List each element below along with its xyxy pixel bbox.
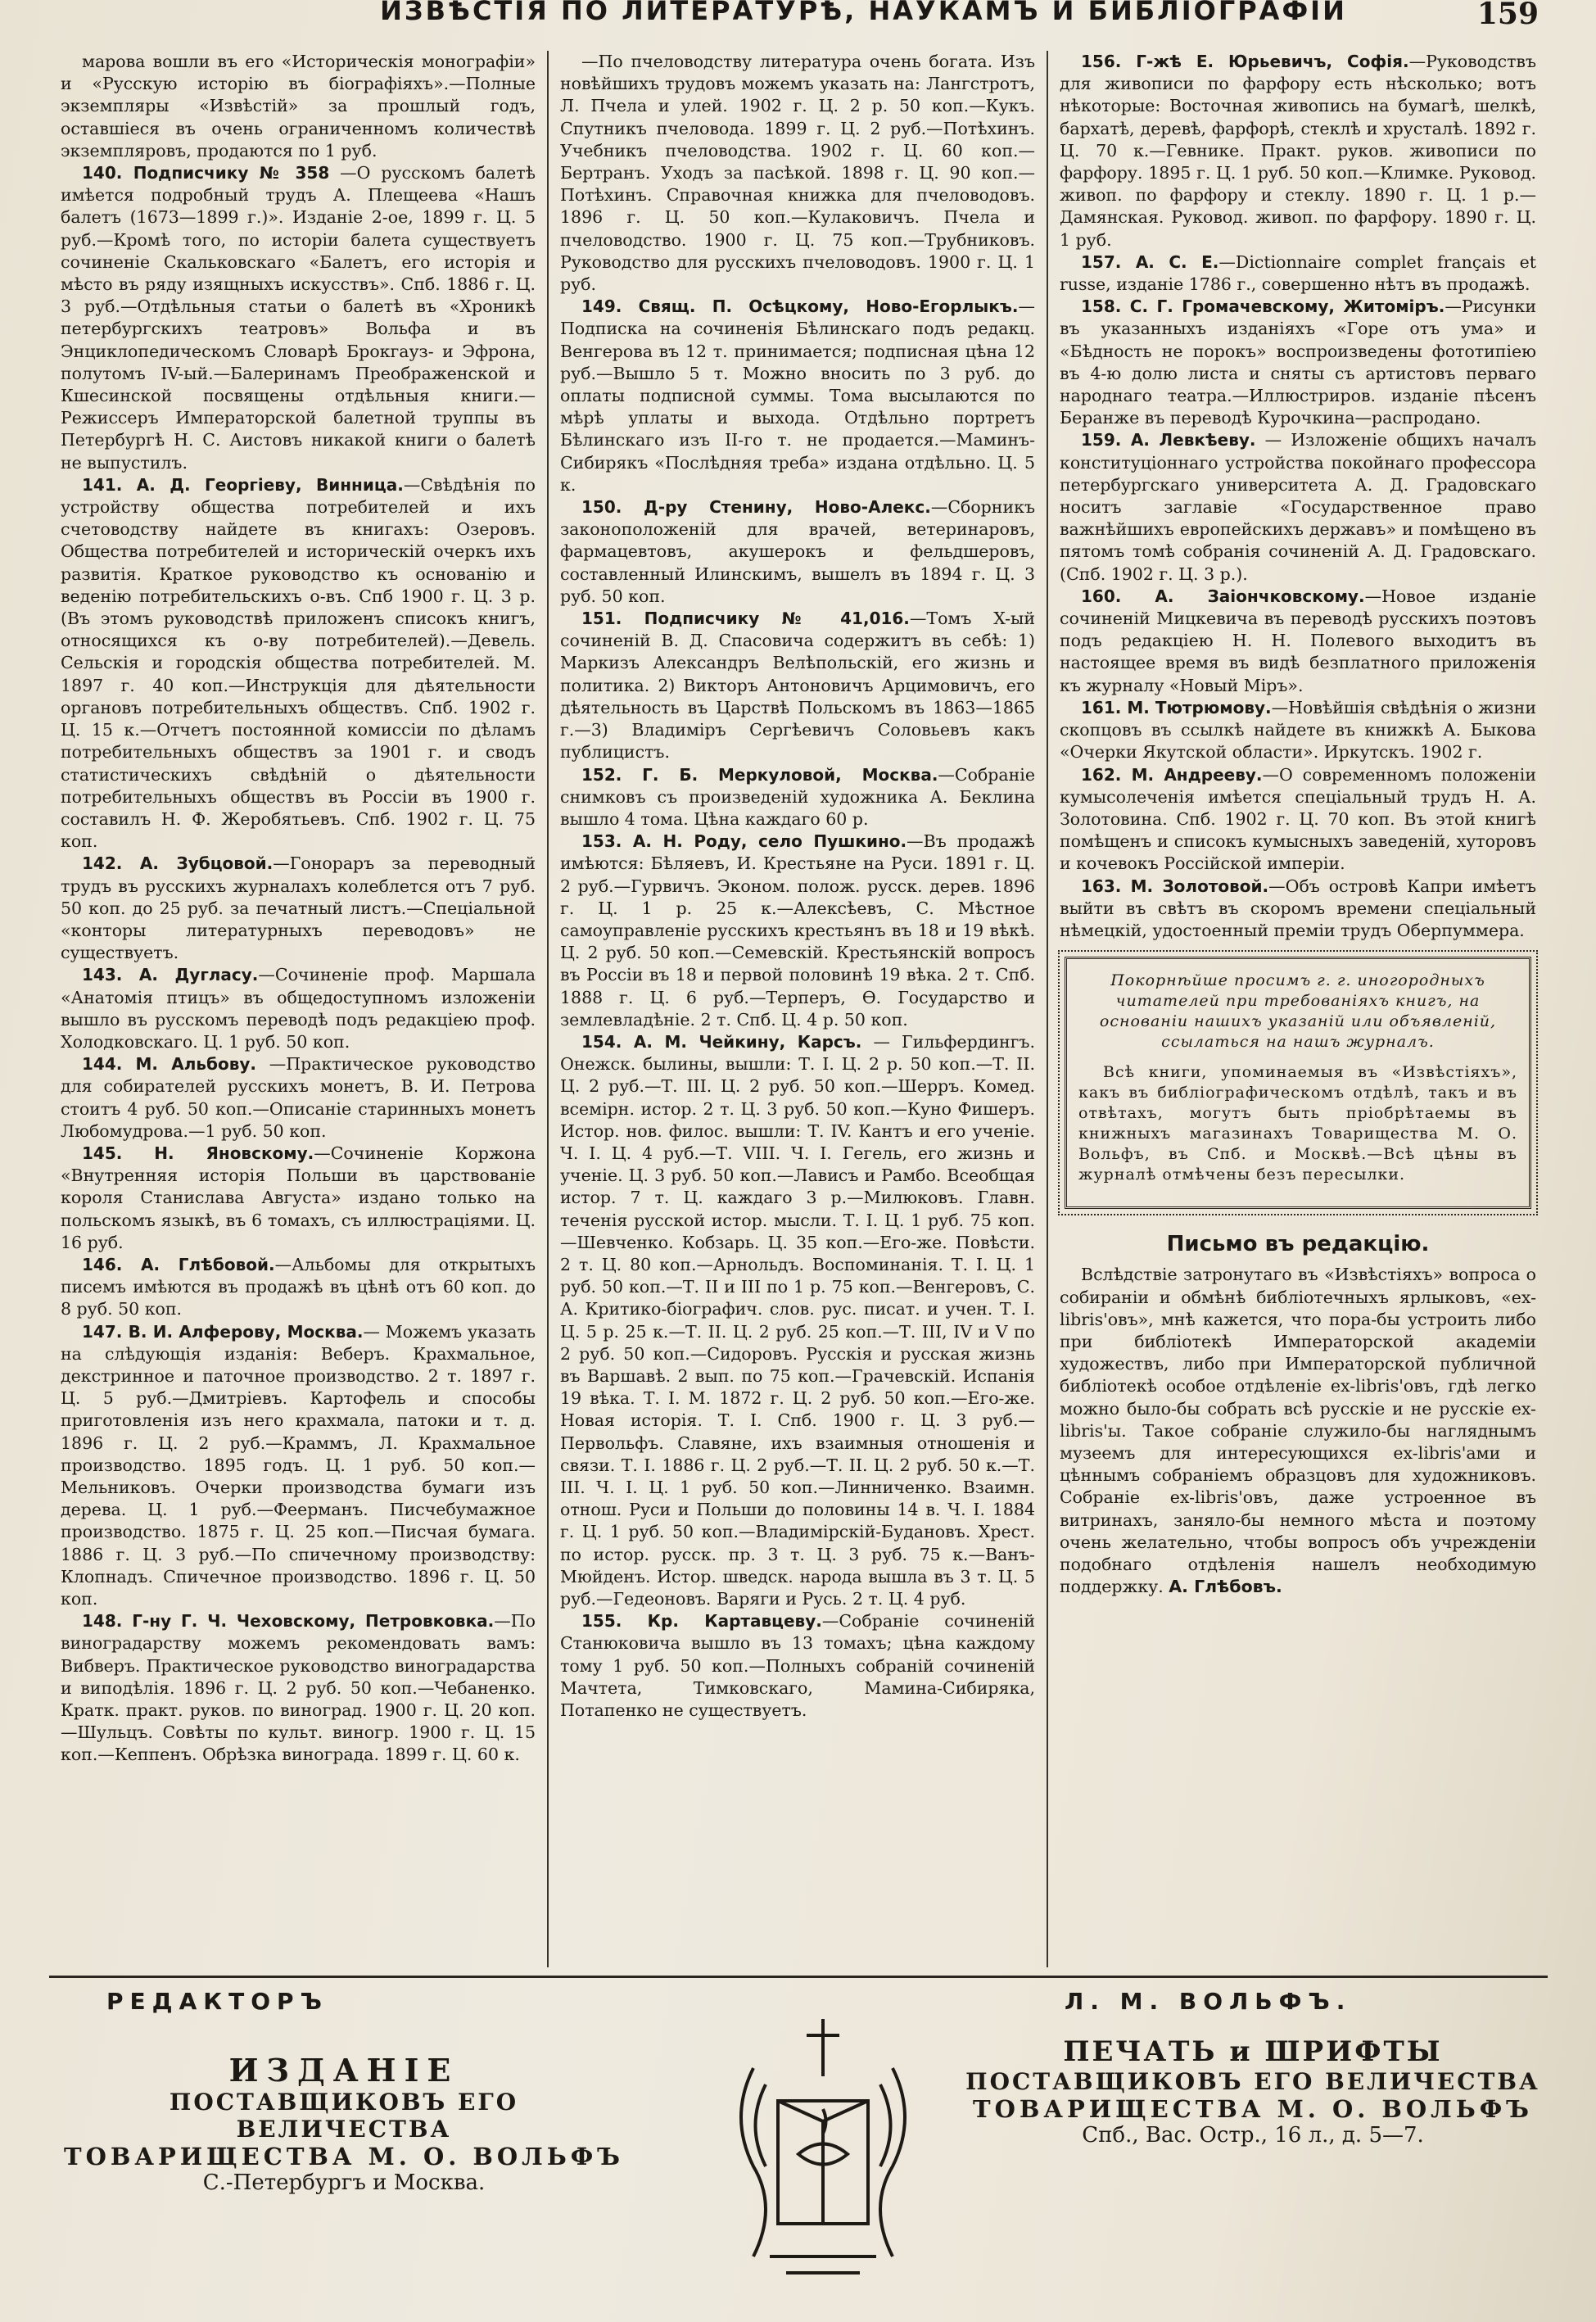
entry-heading: 156. Г-жѣ Е. Юрьевичъ, Софія. <box>1081 52 1409 71</box>
letter-text: Вслѣдствіе затронутаго въ «Извѣстіяхъ» вопроса о собираніи и обмѣнѣ библіотечныхъ ярлыковъ, «ex-libris'овъ», мнѣ кажется, что пора-бы устроить либо при библіотекѣ Императорской академіи художествъ, либо при Императорской публичной библіотекѣ особое отдѣленіе ex-libris'овъ, гдѣ легко можно было-бы собрать всѣ русскіе и не русскіе ex-libris'ы. Такое собраніе служило-бы нагляднымъ музеемъ для интересующихся ex-libris'ами и цѣннымъ собраніемъ образцовъ для художниковъ. Собраніе ex-libris'овъ, даже устроенное въ витринахъ, заняло-бы немного мѣста и поэтому очень желательно, чтобы вопросъ объ учрежденіи подобнаго отдѣленія нашелъ необходимую поддержку. <box>1060 1265 1536 1597</box>
entry-text: —По виноградарству можемъ рекомендовать вамъ: Вибверъ. Практическое руководство виноградарства и виподѣлія. 1896 г. Ц. 2 руб. 50 коп.—Чебаненко. Кратк. практ. руков. по виноград. 1900 г. Ц. 20 коп.—Шульцъ. Совѣты по культ. виногр. 1900 г. Ц. 15 коп.—Кеппенъ. Обрѣзка винограда. 1899 г. Ц. 60 к. <box>61 1611 536 1765</box>
entry-text: —Сочиненіе проф. Маршала «Анатомія птицъ» въ общедоступномъ изложеніи вышло въ русскомъ переводѣ подъ редакціею проф. Холодковскаго. Ц. 1 руб. 50 коп. <box>61 965 536 1052</box>
entry-text: —Томъ X-ый сочиненій В. Д. Спасовича содержитъ въ себѣ: 1) Маркизъ Александръ Велѣпольскій, его жизнь и политика. 2) Викторъ Антоновичъ Арцимовичъ, его дѣятельность въ Царствѣ Польскомъ въ 1863—1865 г.—3) Владиміръ Сергѣевичъ Соловьевъ какъ публицистъ. <box>560 609 1036 763</box>
entry-heading: 142. А. Зубцовой. <box>82 853 274 874</box>
publisher-line-1: ИЗДАНІЕ <box>228 2052 459 2089</box>
entry-text: —Новое изданіе сочиненій Мицкевича въ переводѣ русскихъ поэтовъ подъ редакціею Н. Н. Полевого выходитъ въ настоящее время въ видѣ безплатного приложенія къ журналу «Новый Міръ». <box>1060 586 1536 695</box>
running-head: ИЗВѢСТІЯ ПО ЛИТЕРАТУРѢ, НАУКАМЪ И БИБЛІОГРАФІИ <box>380 0 1347 26</box>
publisher-line-3: ТОВАРИЩЕСТВА М. О. ВОЛЬФЪ <box>63 2143 624 2170</box>
entry-text: —Руководствъ для живописи по фарфору есть нѣсколько; вотъ нѣкоторые: Восточная живопись на бумагѣ, шелкѣ, бархатѣ, деревѣ, фарфорѣ, стеклѣ и хрусталѣ. 1892 г. Ц. 70 к.—Гевникe. Практ. руков. живописи по фарфору. 1895 г. Ц. 1 руб. 50 коп.—Климке. Руковод. живоп. по фарфору и стеклу. 1890 г. Ц. 1 р.—Дамянская. Руковод. живоп. по фарфору. 1890 г. Ц. 1 руб. <box>1060 52 1536 250</box>
printer-imprint <box>958 2035 1548 2148</box>
entry-text: — Изложеніе общихъ началъ конституціоннаго устройства покойнаго профессора петербургскаго университета А. Д. Градовскаго носитъ заглавіе «Государственное право важнѣйшихъ европейскихъ державъ» и помѣщено въ пятомъ томѣ собранія сочиненій А. Д. Градовскаго. (Спб. 1902 г. Ц. 3 р.). <box>1060 430 1536 584</box>
entry-heading: 143. А. Дугласу. <box>82 965 259 985</box>
entry-text: —Сочиненіе Коржона «Внутренняя исторія Польши въ царствованіе короля Станислава Августа» издано только на польскомъ языкѣ, въ 6 томахъ, съ иллюстраціями. Ц. 16 руб. <box>61 1143 536 1252</box>
printer-line-3: ТОВАРИЩЕСТВА М. О. ВОЛЬФЪ <box>972 2095 1533 2123</box>
entry-text: —Dictionnaire complet français et russe, изданіе 1786 г., совершенно нѣтъ въ продажѣ. <box>1060 251 1536 295</box>
entry-text: — Гильфердингъ. Онежск. былины, вышли: Т. І. Ц. 2 р. 50 коп.—Т. II. Ц. 2 руб.—Т. III. Ц. 2 руб. 50 коп.—Шерръ. Комед. всемірн. истор. 2 т. Ц. 3 руб. 50 коп.—Куно Фишеръ. Истор. нов. филос. вышли: Т. IV. Кантъ и его ученіе. Ч. І. Ц. 4 руб.—Т. VIII. Ч. І. Гегель, его жизнь и ученіе. Ц. 3 руб. 50 коп.—Лависъ и Рамбо. Всеобщая истор. 7 т. Ц. каждаго 3 р.—Милюковъ. Главн. теченія русской истор. мысли. Т. І. Ц. 1 руб. 75 коп.—Шевченко. Кобзарь. Ц. 35 коп.—Его-же. Повѣсти. 2 т. Ц. 80 коп.—Арнольдъ. Воспоминанія. Т. І. Ц. 1 руб. 50 коп.—Т. II и III по 1 р. 75 коп.—Венгеровъ, С. А. Критико-біографич. слов. рус. писат. и учен. Т. І. Ц. 5 р. 25 к.—Т. II. Ц. 2 руб. 25 коп.—Т. III, IV и V по 2 руб. 50 коп.—Сидоровъ. Русскія и русская жизнь въ Варшавѣ. 2 вып. по 75 коп.—Грачевскій. Испанія 19 вѣка. Т. І. М. 1872 г. Ц. 2 руб. 50 коп.—Его-же. Новая исторія. Т. І. Спб. 1900 г. Ц. 3 руб.—Первольфъ. Славяне, ихъ взаимныя отношенія и связи. Т. І. 1886 г. Ц. 2 руб.—Т. II. Ц. 2 руб. 50 к.—Т. III. Ч. І. Ц. 1 руб. 50 коп.—Линниченко. Взаимн. отнош. Руси и Польши до половины 14 в. Ч. І. 1884 г. Ц. 1 руб. 50 коп.—Владимірскій-Будановъ. Хрест. по истор. русск. пр. 3 т. Ц. 3 руб. 75 к.—Ванъ-Мюйденъ. Истор. шведск. народа вышла въ 3 т. Ц. 5 руб.—Гедеоновъ. Варяги и Русь. 2 т. Ц. 4 руб. <box>560 1031 1035 1609</box>
answer-entry <box>560 608 1035 763</box>
entry-text: —Рисунки въ указанныхъ изданіяхъ «Горе отъ ума» и «Бѣдность не порокъ» воспроизведены фототипіею въ 4-ю долю листа и сняты съ артистовъ перваго народнаго театра.—Иллюстриров. изданіе пѣсенъ Беранже въ переводѣ Курочкина—распродано. <box>1060 296 1536 428</box>
entry-heading: 144. М. Альбову. <box>82 1054 256 1075</box>
entry-text: —Новѣйшія свѣдѣнія о жизни скопцовъ въ ссылкѣ найдете въ книжкѣ А. Быкова «Очерки Якутской области». Иркутскъ. 1902 г. <box>1060 697 1536 763</box>
entry-text: —Подписка на сочиненія Бѣлинскаго подъ редакц. Венгерова въ 12 т. принимается; подписная цѣна 12 руб.—Вышло 5 т. Можно вносить по 3 руб. до оплаты подписной суммы. Тома высылаются по мѣрѣ уплаты и выхода. Отдѣльно портретъ Бѣлинскаго изъ II-го т. не продается.—Маминъ-Сибирякъ «Послѣдняя треба» издана отдѣльно. Ц. 5 к. <box>560 296 1035 495</box>
answer-entry <box>61 1254 536 1321</box>
answer-entry <box>1060 586 1536 697</box>
subscriber-notice-box <box>1065 957 1531 1209</box>
answer-entry <box>560 51 1035 296</box>
answer-entry <box>560 764 1035 831</box>
notice-books: Всѣ книги, упоминаемыя въ «Извѣстіяхъ», какъ въ библіографическомъ отдѣлѣ, такъ и въ отвѣтахъ, могутъ быть пріобрѣтаемы въ книжныхъ магазинахъ Товарищества М. О. Вольфъ, въ Спб. и Москвѣ.—Всѣ цѣны въ журналѣ отмѣчены безъ пересылки. <box>1078 1063 1517 1184</box>
entry-text: — Можемъ указать на слѣдующія изданія: Веберъ. Крахмальное, декстринное и паточное производство. 2 т. 1897 г. Ц. 5 руб.—Дмитріевъ. Картофель и способы приготовленія изъ него крахмала, патоки и т. д. 1896 г. Ц. 2 руб.—Краммъ, Л. Крахмальное производство. 1895 годъ. Ц. 1 руб. 50 коп.—Мельниковъ. Очерки производства бумаги изъ дерева. Ц. 1 руб.—Феерманъ. Писчебумажное производство. 1875 г. Ц. 25 коп.—Писчая бумага. 1886 г. Ц. 3 руб.—По спичечному производству: Клопнадъ. Спичечное производство. 1896 г. Ц. 50 коп. <box>61 1321 536 1609</box>
printer-line-2: ПОСТАВЩИКОВЪ ЕГО ВЕЛИЧЕСТВА <box>965 2068 1540 2095</box>
answer-entry <box>560 1610 1035 1722</box>
entry-text: —Собраніе сочиненій Станюковича вышло въ 13 томахъ; цѣна каждому тому 1 руб. 50 коп.—Полныхъ собраній сочиненій Мачтета, Тимковскаго, Мамина-Сибиряка, Потапенко не существуетъ. <box>560 1611 1035 1721</box>
answer-entry <box>560 296 1035 496</box>
answer-entry <box>61 162 536 474</box>
letter-title: Письмо въ редакцію. <box>1166 1232 1430 1257</box>
answer-entry <box>61 51 536 162</box>
editor-label: РЕДАКТОРЪ <box>106 1988 328 2015</box>
entry-heading: 155. Кр. Картавцеву. <box>581 1611 822 1632</box>
answer-entry <box>1060 51 1536 251</box>
answer-entry <box>1060 296 1536 429</box>
entry-heading: 151. Подписчику № 41,016. <box>581 609 910 629</box>
answer-entry <box>61 1053 536 1143</box>
page-number: 159 <box>1476 0 1539 31</box>
entry-heading: 157. А. С. Е. <box>1081 251 1219 272</box>
entry-text: —По пчеловодству литература очень богата. Изъ новѣйшихъ трудовъ можемъ указать на: Лангстротъ, Л. Пчела и улей. 1902 г. Ц. 2 р. 50 коп.—Кукъ. Спутникъ пчеловода. 1899 г. Ц. 2 руб.—Потѣхинъ. Учебникъ пчеловодства. 1902 г. Ц. 60 коп.—Бертранъ. Уходъ за пасѣкой. 1898 г. Ц. 90 коп.—Потѣхинъ. Справочная книжка для пчеловодовъ. 1896 г. Ц. 50 коп.—Кулаковичъ. Пчела и пчеловодство. 1900 г. Ц. 75 коп.—Трубниковъ. Руководство для русскихъ пчеловодовъ. 1900 г. Ц. 1 руб. <box>560 52 1035 295</box>
text-columns <box>49 51 1548 1967</box>
column-right <box>1048 51 1548 1967</box>
column-left <box>49 51 549 1967</box>
entry-heading: 145. Н. Яновскому. <box>82 1143 314 1163</box>
answer-entry <box>1060 251 1536 296</box>
answer-entry <box>61 853 536 964</box>
entry-text: —Альбомы для открытыхъ писемъ имѣются въ продажѣ въ цѣнѣ отъ 60 коп. до 8 руб. 50 коп. <box>61 1254 536 1319</box>
printer-line-4: Спб., Вас. Остр., 16 л., д. 5—7. <box>1082 2123 1424 2148</box>
entry-heading: 147. В. И. Алферову, Москва. <box>82 1321 364 1342</box>
entry-heading: 148. Г-ну Г. Ч. Чеховскому, Петровковка. <box>82 1611 495 1632</box>
letter-signature: А. Глѣбовъ. <box>1169 1577 1282 1597</box>
entry-text: —Объ островѣ Капри имѣетъ выйти въ свѣтъ въ скоромъ времени спеціальный нѣмецкій, удостоенный преміи трудъ Оберпуммера. <box>1060 876 1537 940</box>
publisher-line-4: С.-Петербургъ и Москва. <box>202 2170 486 2195</box>
printer-line-1: ПЕЧАТЬ и ШРИФТЫ <box>1063 2035 1443 2068</box>
entry-heading: 154. А. М. Чейкину, Карсъ. <box>581 1031 862 1052</box>
answer-entry <box>61 1143 536 1254</box>
entry-heading: 162. М. Андрееву. <box>1081 764 1263 785</box>
entry-text: —О русскомъ балетѣ имѣется подробный трудъ А. Плещеева «Нашъ балетъ (1673—1899 г.)». Изданіе 2-ое, 1899 г. Ц. 5 руб.—Кромѣ того, по исторіи балета существуетъ сочиненіе Скальковскаго «Балетъ, его исторія и мѣсто въ ряду изящныхъ искусствъ». Спб. 1886 г. Ц. 3 руб.—Отдѣльныя статьи о балетѣ въ «Хроникѣ петербургскихъ театровъ» Вольфа и въ Энциклопедическомъ Словарѣ Брокгауз- и Эфрона, полутомъ IV-ый.—Балеринамъ Преображенской и Кшесинской посвящены отдѣльныя книги.—Режиссеръ Императорской балетной труппы въ Петербургѣ Н. С. Аистовъ никакой книги о балетѣ не выпустилъ. <box>61 163 536 473</box>
entry-heading: 150. Д-ру Стенину, Ново-Алекс. <box>581 497 931 518</box>
right-entries <box>1060 51 1536 942</box>
entry-heading: 146. А. Глѣбовой. <box>82 1254 275 1274</box>
entry-text: —О современномъ положеніи кумысолеченія имѣется спеціальный трудъ Н. А. Золотовина. Спб. 1902 г. Ц. 70 коп. Въ этой книгѣ помѣщенъ и списокъ кумысныхъ заведеній, хуторовъ и кочевокъ Россійской имперіи. <box>1060 764 1536 874</box>
answer-entry <box>61 1610 536 1766</box>
entry-text: —Гонораръ за переводный трудъ въ русскихъ журналахъ колеблется отъ 7 руб. 50 коп. до 25 руб. за печатный листъ.—Спеціальной «конторы литературныхъ переводовъ» не существуетъ. <box>61 853 536 963</box>
entry-heading: 152. Г. Б. Меркуловой, Москва. <box>581 764 938 785</box>
entry-text: —Свѣдѣнія по устройству общества потребителей и ихъ счетоводству найдете въ книгахъ: Озеровъ. Общества потребителей и историческій очеркъ ихъ развитія. Краткое руководство къ основанію и веденію потребительскихъ о-въ. Спб 1900 г. Ц. 3 р. (Въ этомъ руководствѣ приложенъ списокъ книгъ, относящихся къ о-ву потребителей).—Девель. Сельскія и городскія общества потребителей. М. 1897 г. 40 коп.—Инструкція для дѣятельности органовъ потребительныхъ обществъ. Спб. 1902 г. Ц. 15 к.—Отчетъ постоянной комиссіи по дѣламъ потребительныхъ обществъ за 1901 г. и сводъ статистическихъ свѣдѣній о дѣятельности потребительныхъ обществъ въ Россіи въ 1900 г. составилъ Н. Ф. Жеробятьевъ. Спб. 1902 г. Ц. 75 коп. <box>61 474 536 852</box>
entry-heading: 160. А. Заіончковскому. <box>1081 586 1365 606</box>
answer-entry <box>61 964 536 1053</box>
answer-entry <box>1060 876 1536 943</box>
entry-text: —Въ продажѣ имѣются: Бѣляевъ, И. Крестьяне на Руси. 1891 г. Ц. 2 руб.—Гурвичъ. Эконом. полож. русск. дерев. 1896 г. Ц. 1 р. 25 к.—Алексѣевъ, С. Мѣстное самоуправленіе русскихъ крестьянъ въ 18 и 19 вѣкѣ. Ц. 2 руб. 50 коп.—Семевскій. Крестьянскій вопросъ въ Россіи въ 18 и первой половинѣ 19 вѣка. 2 т. Спб. 1888 г. Ц. 6 руб.—Терперъ, Ѳ. Государство и землевладѣніе. 2 т. Спб. Ц. 4 р. 50 коп. <box>560 831 1035 1030</box>
entry-text: —Собраніе снимковъ съ произведеній художника А. Беклина вышло 4 тома. Цѣна каждаго 60 р. <box>560 764 1035 829</box>
publisher-line-2: ПОСТАВЩИКОВЪ ЕГО ВЕЛИЧЕСТВА <box>169 2089 519 2143</box>
entry-text: марова вошли въ его «Историческія монографіи» и «Русскую исторію въ біографіяхъ».—Полные экземпляры «Извѣстій» за прошлый годъ, оставшіеся въ очень ограниченномъ количествѣ экземпляровъ, продаются по 1 руб. <box>61 52 536 161</box>
answer-entry <box>560 1031 1035 1610</box>
entry-heading: 149. Свящ. П. Осѣцкому, Ново-Егорлыкъ. <box>581 296 1019 317</box>
column-middle <box>549 51 1048 1967</box>
entry-heading: 153. А. Н. Роду, село Пушкино. <box>581 831 907 852</box>
entry-text: —Сборникъ законоположеній для врачей, ветеринаровъ, фармацевтовъ, акушерокъ и фельдшеровъ, составленный Илинскимъ, вышелъ въ 1894 г. Ц. 3 руб. 50 коп. <box>560 497 1035 606</box>
answer-entry <box>61 1321 536 1611</box>
answer-entry <box>1060 764 1536 876</box>
entry-heading: 161. М. Тютрюмову. <box>1081 697 1272 717</box>
entry-heading: 140. Подписчику № 358 <box>82 163 330 183</box>
entry-heading: 159. А. Левкѣеву. <box>1081 430 1256 450</box>
entry-heading: 163. М. Золотовой. <box>1081 876 1269 896</box>
letter-body <box>1060 1264 1536 1598</box>
lamp-book-emblem-icon <box>721 2011 925 2289</box>
answer-entry <box>560 831 1035 1031</box>
answer-entry <box>61 474 536 853</box>
publisher-imprint <box>57 2052 631 2195</box>
answer-entry <box>1060 429 1536 585</box>
entry-heading: 141. А. Д. Георгіеву, Винница. <box>82 474 404 495</box>
imprint-footer <box>49 1976 1548 2306</box>
entry-heading: 158. С. Г. Громачевскому, Житоміръ. <box>1081 296 1445 317</box>
answer-entry <box>560 496 1035 608</box>
notice-request: Покорнѣйше просимъ г. г. иногородныхъ читателей при требованіяхъ книгъ, на основаніи нашихъ указаній или объявленій, ссылаться на нашъ журналъ. <box>1099 971 1497 1052</box>
editor-name: Л. М. ВОЛЬФЪ. <box>1065 1988 1352 2015</box>
entry-text: —Практическое руководство для собирателей русскихъ монетъ, В. И. Петрова стоитъ 4 руб. 50 коп.—Описаніе старинныхъ монетъ Любомудрова.—1 руб. 50 коп. <box>61 1054 536 1141</box>
answer-entry <box>1060 697 1536 764</box>
